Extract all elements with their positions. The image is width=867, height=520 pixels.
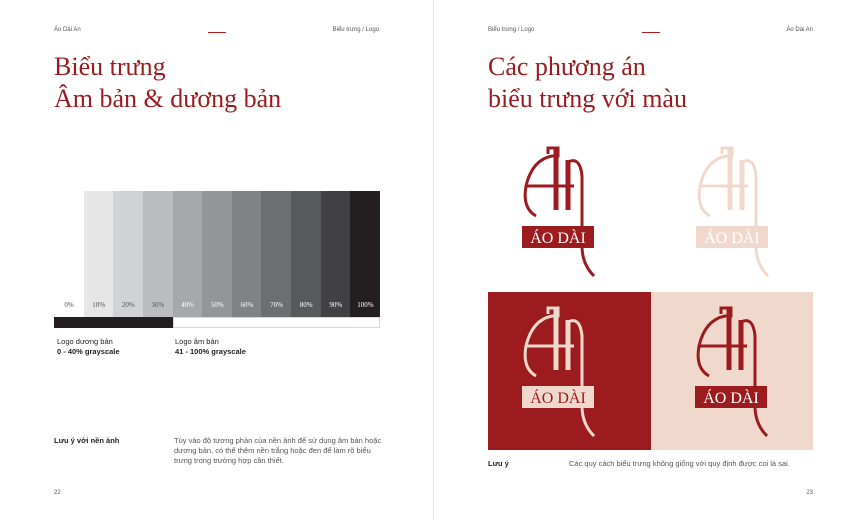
grayscale-swatch	[202, 191, 232, 317]
grayscale-swatch-label: 80%	[299, 301, 313, 309]
grayscale-chart	[54, 191, 380, 328]
right-page	[434, 0, 867, 520]
grayscale-swatch	[350, 191, 380, 317]
caption-positive-range: 0 - 40% grayscale	[57, 347, 120, 356]
logo-variant-peach-on-red	[488, 292, 651, 450]
header-accent-line	[642, 32, 660, 33]
grayscale-swatch-label: 90%	[329, 301, 343, 309]
caption-positive-title: Logo dương bản	[57, 337, 113, 346]
logo-text: ÁO DÀI	[530, 230, 586, 247]
note-label: Lưu ý với nền ảnh	[54, 436, 120, 445]
caption-negative-range: 41 - 100% grayscale	[175, 347, 246, 356]
logo-text: ÁO DÀI	[704, 230, 760, 247]
title-line-1: Các phương án	[488, 52, 646, 81]
grayscale-swatch	[173, 191, 203, 317]
grayscale-swatch	[321, 191, 351, 317]
note-text: Các quy cách biểu trưng không giống với quy định được coi là sai.	[569, 459, 790, 468]
title-line-2: Âm bản & dương bản	[54, 84, 282, 113]
grayscale-swatch	[291, 191, 321, 317]
grayscale-swatch-label: 10%	[92, 301, 106, 309]
logo-variant-red-on-white	[488, 140, 650, 284]
caption-negative-title: Logo âm bản	[175, 337, 219, 346]
logo-variant-red-on-peach	[651, 292, 813, 450]
grayscale-swatch-label: 60%	[240, 301, 254, 309]
header-accent-line	[208, 32, 226, 33]
header-brand: Áo Dài An	[786, 27, 813, 33]
grayscale-swatch	[143, 191, 173, 317]
page-title	[488, 51, 687, 115]
note-text: Tùy vào độ tương phản của nền ảnh để sử dụng âm bản hoặc dương bản, có thể thêm nền trắng hoặc đen để làm rõ biểu trưng trong trường hợp cần thiết.	[174, 436, 382, 465]
grayscale-swatch	[113, 191, 143, 317]
ao-dai-an-logo	[522, 146, 612, 280]
ao-dai-an-logo	[522, 306, 612, 440]
grayscale-swatch-label: 50%	[210, 301, 224, 309]
grayscale-swatch-label: 70%	[270, 301, 283, 309]
grayscale-swatch-label: 0%	[64, 301, 74, 309]
logo-variant-peach-on-white	[650, 140, 812, 284]
logo-text: ÁO DÀI	[703, 390, 759, 407]
page-number: 23	[806, 490, 813, 496]
caption-positive	[57, 337, 120, 357]
grayscale-swatch-label: 20%	[121, 301, 135, 309]
ao-dai-an-logo	[695, 306, 785, 440]
positive-range-bar	[54, 317, 173, 328]
grayscale-swatch-label: 100%	[357, 301, 374, 309]
caption-negative	[175, 337, 246, 357]
note-label: Lưu ý	[488, 459, 509, 468]
title-line-1: Biểu trưng	[54, 52, 166, 81]
logo-text: ÁO DÀI	[530, 390, 586, 407]
grayscale-swatch	[232, 191, 262, 317]
header-section: Biểu trưng / Logo	[488, 27, 535, 33]
header-brand: Áo Dài An	[54, 27, 81, 33]
title-line-2: biểu trưng với màu	[488, 84, 687, 113]
grayscale-swatch-label: 40%	[181, 301, 195, 309]
page-number: 22	[54, 490, 61, 496]
ao-dai-an-logo	[696, 146, 786, 280]
page-title	[54, 51, 281, 115]
left-page	[0, 0, 433, 520]
grayscale-swatch-label: 30%	[151, 301, 165, 309]
grayscale-swatch	[54, 191, 84, 317]
grayscale-swatch	[261, 191, 291, 317]
negative-range-bar	[173, 317, 380, 328]
grayscale-swatch	[84, 191, 114, 317]
header-section: Biểu trưng / Logo	[332, 27, 379, 33]
